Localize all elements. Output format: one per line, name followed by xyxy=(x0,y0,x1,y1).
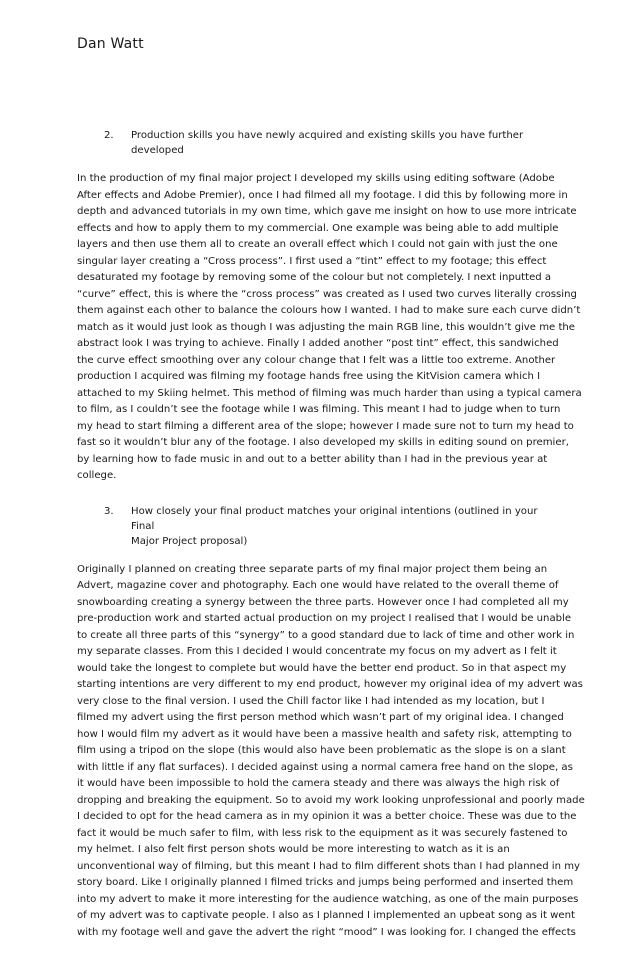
paragraph-line: pre-production work and started actual production on my project I realised that I would be unable xyxy=(77,613,572,624)
section-2-number: 2. xyxy=(104,130,114,141)
paragraph-line: snowboarding creating a synergy between the three parts. However once I had completed all my xyxy=(77,596,569,608)
paragraph-line: it would have been impossible to hold the camera steady and there was always the high risk of xyxy=(77,778,560,789)
paragraph-line: dropping and breaking the equipment. So to avoid my work looking unprofessional and poorly made xyxy=(77,794,585,806)
paragraph-line: fast so it wouldn’t blur any of the footage. I also developed my skills in editing sound on premier, xyxy=(77,437,569,448)
paragraph-line: very close to the final version. I used the Chill factor like I had intended as my location, but I xyxy=(77,695,545,707)
paragraph-line: Advert, magazine cover and photography. Each one would have related to the overall theme of xyxy=(77,580,559,591)
paragraph-line: match as it would just look as though I was adjusting the main RGB line, this wouldn’t give me the xyxy=(77,321,576,333)
paragraph-line: filmed my advert using the first person method which wasn’t part of my original idea. I changed xyxy=(77,712,564,723)
paragraph-line: layers and then use them all to create an overall effect which I could not gain with just the one xyxy=(77,239,558,250)
section-2-paragraph xyxy=(77,171,582,485)
paragraph-line: to film, as I couldn’t see the footage while I was filming. This meant I had to judge when to turn xyxy=(77,404,561,415)
paragraph-line: story board. Like I originally planned I filmed tricks and jumps being performed and inserted them xyxy=(77,877,574,888)
paragraph-line: my helmet. I also felt first person shots would be more interesting to watch as it is an xyxy=(77,844,510,855)
section-3-paragraph xyxy=(77,562,585,942)
paragraph-line: starting intentions are very different to my end product, however my original idea of my advert was xyxy=(77,679,583,690)
paragraph-line: effects and how to apply them to my commercial. One example was being able to add multiple xyxy=(77,222,559,234)
paragraph-line: them against each other to balance the colours how I wanted. I had to make sure each curve didn’t xyxy=(77,305,581,316)
section-2-title xyxy=(131,128,563,158)
paragraph-line: to create all three parts of this “synergy” to a good standard due to lack of time and other work in xyxy=(77,629,575,641)
section-3-title-line: How closely your final product matches your original intentions (outlined in your Final xyxy=(131,505,538,532)
section-3-number: 3. xyxy=(104,505,114,517)
paragraph-line: college. xyxy=(77,470,117,481)
section-2-heading xyxy=(77,128,563,158)
paragraph-line: After effects and Adobe Premier), once I had filmed all my footage. I did this by following more in xyxy=(77,189,568,201)
paragraph-line: abstract look I was trying to achieve. Finally I added another “post tint” effect, this sandwiched xyxy=(77,338,559,349)
paragraph-line: Originally I planned on creating three separate parts of my final major project them being an xyxy=(77,563,548,575)
paragraph-line: my head to start filming a different area of the slope; however I made sure not to turn my head to xyxy=(77,420,574,432)
paragraph-line: unconventional way of filming, but this meant I had to film different shots than I had planned in my xyxy=(77,860,581,872)
paragraph-line: attached to my Skiing helmet. This method of filming was much harder than using a typical camera xyxy=(77,387,582,399)
section-3-title xyxy=(131,504,563,549)
paragraph-line: singular layer creating a “Cross process”. I first used a “tint” effect to my footage; this effect xyxy=(77,255,547,267)
section-2-title-line: Production skills you have newly acquired and existing skills you have further developed xyxy=(131,130,524,156)
paragraph-line: with my footage well and gave the advert the right “mood” I was looking for. I changed the effects xyxy=(77,926,576,938)
paragraph-line: my separate classes. From this I decided I would concentrate my focus on my advert as I felt it xyxy=(77,646,557,657)
paragraph-line: In the production of my final major project I developed my skills using editing software (Adobe xyxy=(77,173,555,184)
paragraph-line: production I acquired was filming my footage hands free using the KitVision camera which I xyxy=(77,371,541,382)
document-body xyxy=(77,128,585,954)
paragraph-line: desaturated my footage by removing some of the colour but not completely. I next inputted a xyxy=(77,272,552,283)
section-3-heading xyxy=(77,504,563,549)
paragraph-line: of my advert was to captivate people. I also as I planned I implemented an upbeat song as it went xyxy=(77,910,575,921)
paragraph-line: with little if any flat surfaces). I decided against using a normal camera free hand on the slope, as xyxy=(77,761,573,773)
paragraph-line: the curve effect smoothing over any colour change that I felt was a little too extreme. Another xyxy=(77,354,556,366)
paragraph-line: “curve” effect, this is where the “cross process” was created as I used two curves literally crossing xyxy=(77,288,577,300)
paragraph-line: how I would film my advert as it would have been a massive health and safety risk, attempting to xyxy=(77,728,572,740)
paragraph-line: depth and advanced tutorials in my own time, which gave me insight on how to use more intricate xyxy=(77,206,577,217)
section-3-title-line: Major Project proposal) xyxy=(131,535,248,547)
paragraph-line: film using a tripod on the slope (this would also have been problematic as the slope is on a slant xyxy=(77,745,566,756)
paragraph-line: I decided to opt for the head camera as in my opinion it was a better choice. These was due to the xyxy=(77,811,577,822)
paragraph-line: would take the longest to complete but would have the better end product. So in that aspect my xyxy=(77,662,567,674)
paragraph-line: by learning how to fade music in and out to a better ability than I had in the previous year at xyxy=(77,453,548,465)
paragraph-line: into my advert to make it more interesting for the audience watching, as one of the main purposes xyxy=(77,893,579,905)
author-name: Dan Watt xyxy=(77,36,144,52)
paragraph-line: fact it would be much safer to film, with less risk to the equipment as it was securely fastened to xyxy=(77,827,568,839)
